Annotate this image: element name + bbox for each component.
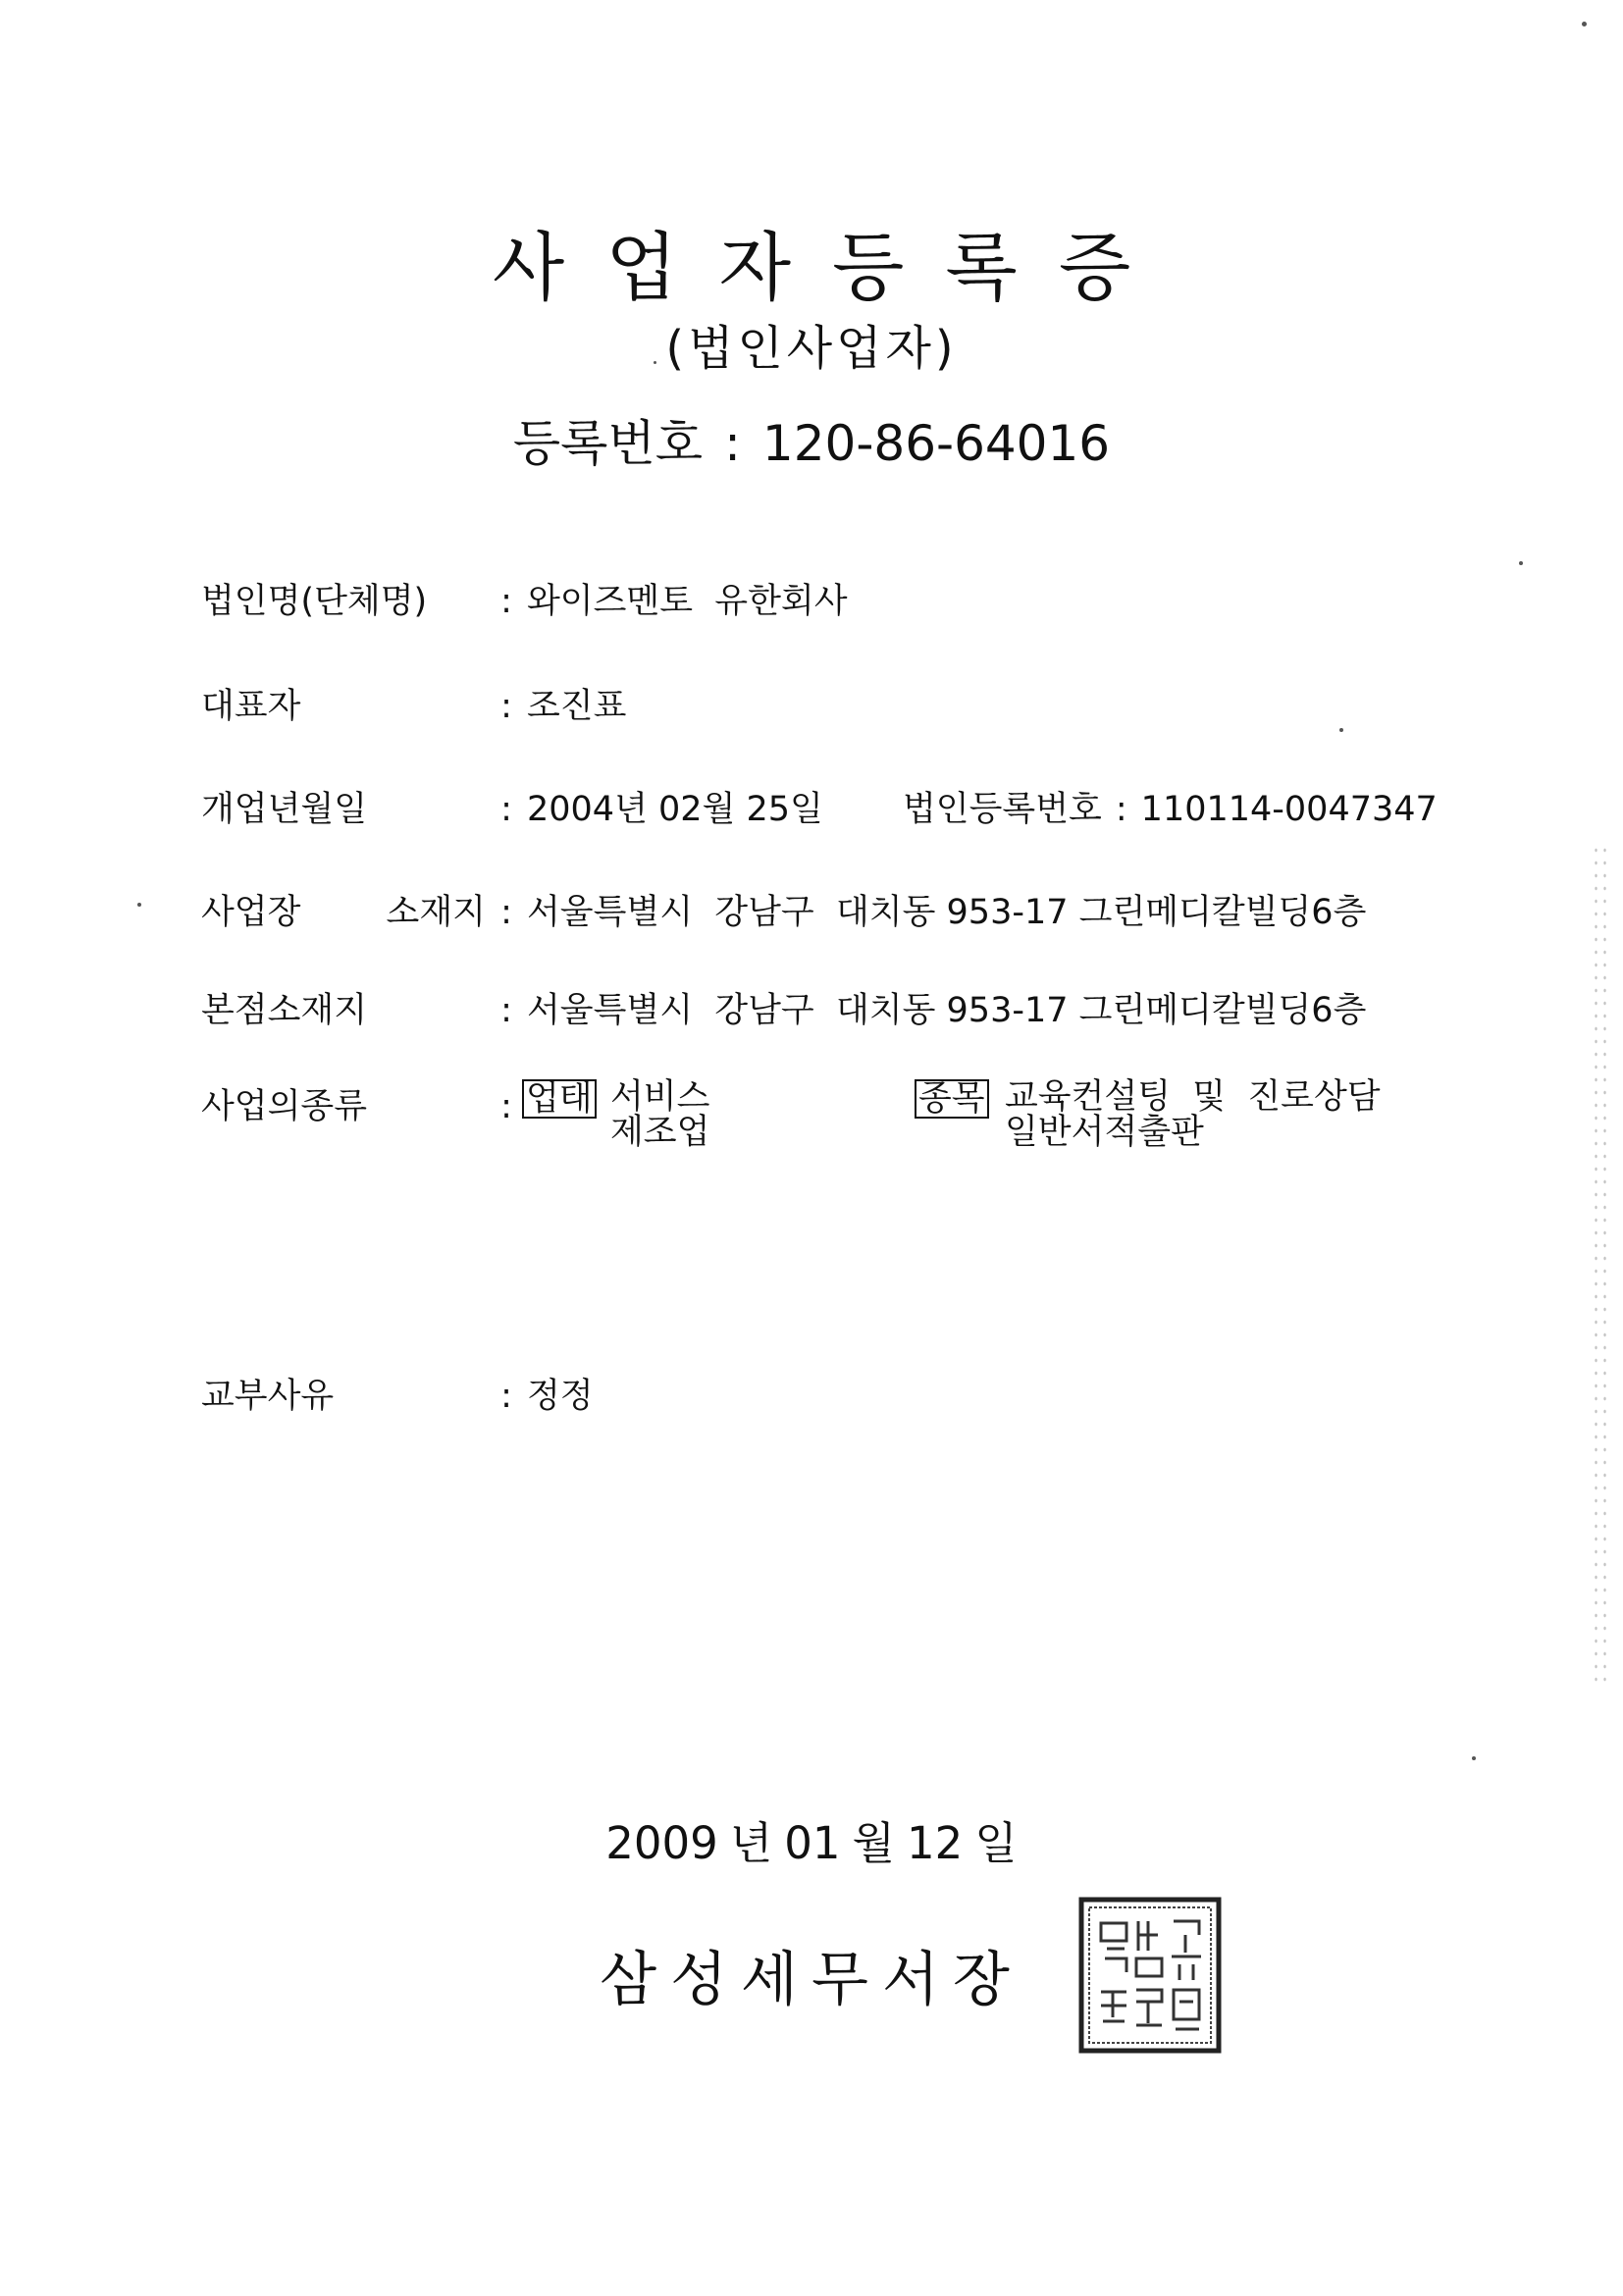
field-value: 조진표 bbox=[527, 687, 627, 726]
field-issue-reason bbox=[201, 1369, 594, 1418]
field-value: 정정 bbox=[527, 1377, 594, 1416]
business-category-tag bbox=[522, 1079, 597, 1119]
field-business-type bbox=[201, 1079, 527, 1128]
field-label: 개업년월일 bbox=[201, 790, 368, 829]
scan-speck bbox=[1339, 728, 1343, 732]
field-colon: : bbox=[500, 1087, 512, 1126]
issue-date bbox=[0, 1807, 1623, 1871]
field-colon: : bbox=[500, 582, 512, 621]
field-label: 사업장 소재지 bbox=[201, 893, 486, 932]
business-item: 일반서적출판 bbox=[1005, 1113, 1204, 1152]
field-label: 본점소재지 bbox=[201, 991, 368, 1030]
issue-day-unit: 일 bbox=[974, 1817, 1018, 1869]
scan-speck bbox=[654, 361, 656, 364]
registration-number-value: 120-86-64016 bbox=[761, 415, 1111, 472]
field-open-date bbox=[201, 782, 823, 831]
field-colon: : bbox=[500, 790, 512, 829]
registration-number-separator: : bbox=[724, 415, 741, 472]
business-item: 교육컨설팅 및 진로상담 bbox=[1005, 1077, 1381, 1117]
issue-month: 01 bbox=[784, 1817, 841, 1869]
field-label: 교부사유 bbox=[201, 1377, 335, 1416]
field-colon: : bbox=[1115, 790, 1127, 829]
item-tag-box: 종목 bbox=[915, 1079, 989, 1119]
field-head-office-address bbox=[201, 983, 1366, 1032]
document-subtitle: (법인사업자) bbox=[665, 321, 958, 376]
field-label: 법인명(단체명) bbox=[201, 582, 428, 621]
field-value: 110114-0047347 bbox=[1140, 790, 1438, 829]
business-category-item: 서비스 bbox=[610, 1077, 710, 1117]
registration-number-label: 등록번호 bbox=[512, 415, 704, 472]
field-corp-name bbox=[201, 574, 848, 623]
field-representative bbox=[201, 679, 626, 728]
field-colon: : bbox=[500, 687, 512, 726]
category-tag-box: 업태 bbox=[522, 1079, 597, 1119]
field-label: 법인등록번호 bbox=[903, 790, 1102, 829]
issue-day: 12 bbox=[907, 1817, 964, 1869]
scan-speck bbox=[1582, 22, 1587, 26]
field-business-address bbox=[201, 885, 1366, 934]
field-label: 사업의종류 bbox=[201, 1087, 368, 1126]
field-value: 서울특별시 강남구 대치동 953-17 그린메디칼빌딩6층 bbox=[527, 991, 1367, 1030]
field-value: 서울특별시 강남구 대치동 953-17 그린메디칼빌딩6층 bbox=[527, 893, 1367, 932]
official-seal bbox=[1077, 1896, 1223, 2055]
business-item-list bbox=[1005, 1079, 1381, 1150]
field-colon: : bbox=[500, 991, 512, 1030]
document-title: 사업자등록증 bbox=[492, 224, 1173, 311]
field-colon: : bbox=[500, 893, 512, 932]
field-value: 와이즈멘토 유한회사 bbox=[527, 582, 848, 621]
field-label: 대표자 bbox=[201, 687, 301, 726]
business-category-list bbox=[610, 1079, 709, 1150]
scan-speck bbox=[1472, 1756, 1476, 1760]
scan-speck bbox=[137, 903, 141, 907]
business-item-tag bbox=[915, 1079, 989, 1119]
issue-year: 2009 bbox=[605, 1817, 718, 1869]
field-colon: : bbox=[500, 1377, 512, 1416]
issuing-office: 삼성세무서장 bbox=[600, 1946, 1023, 2014]
field-value: 2004년 02월 25일 bbox=[527, 790, 823, 829]
issue-year-unit: 년 bbox=[729, 1817, 773, 1869]
scan-edge-noise bbox=[1592, 844, 1611, 1688]
registration-number bbox=[0, 404, 1623, 475]
scan-speck bbox=[1519, 561, 1523, 565]
issue-month-unit: 월 bbox=[852, 1817, 895, 1869]
field-corp-reg-no bbox=[903, 782, 1438, 831]
seal-glyph-marks bbox=[1101, 1921, 1201, 2029]
business-category-item: 제조업 bbox=[610, 1113, 710, 1152]
